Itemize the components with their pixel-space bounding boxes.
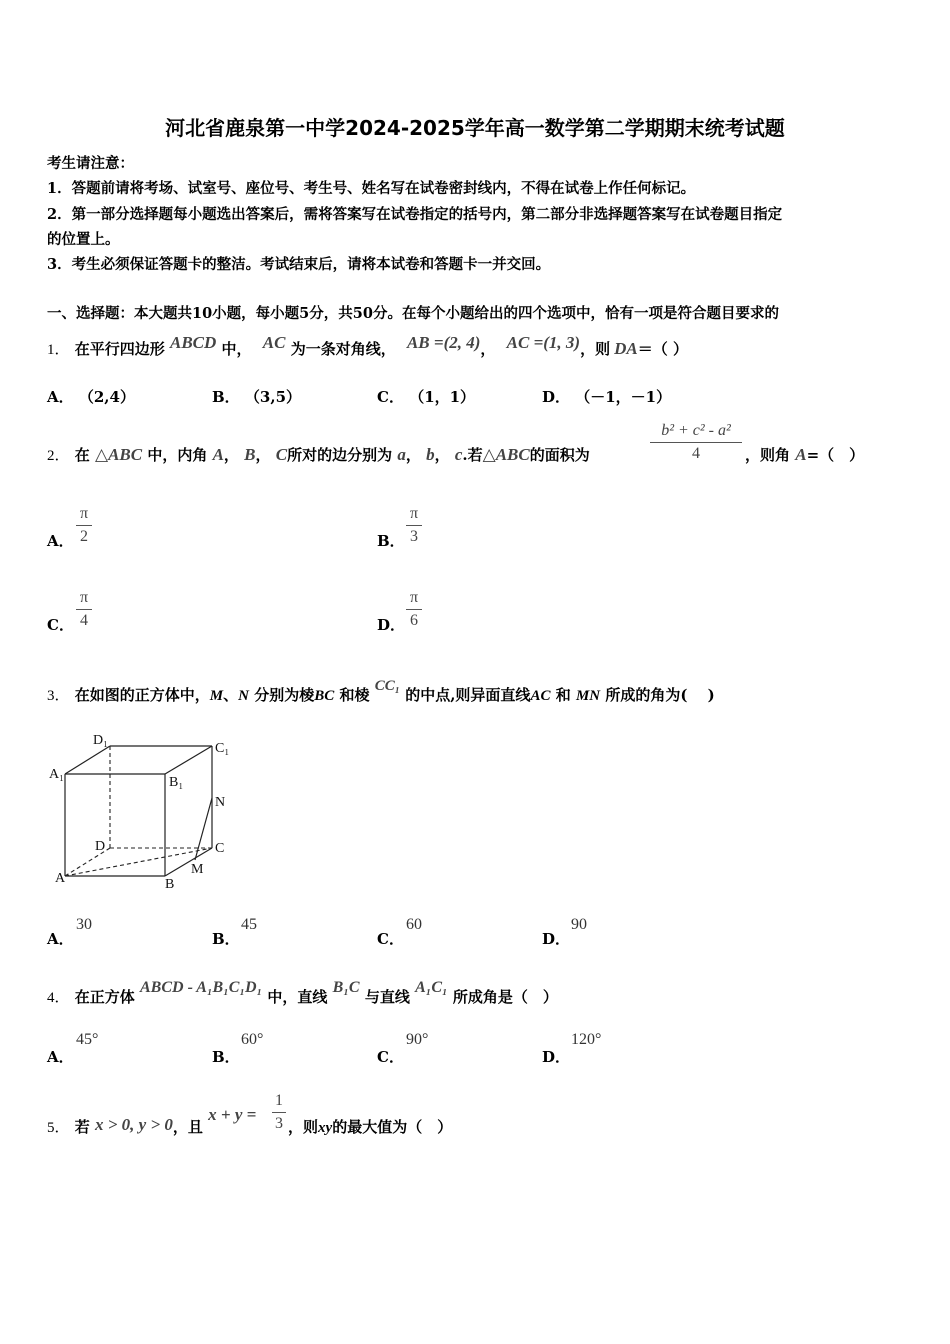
text: ， xyxy=(480,340,496,358)
text: 中，内角 xyxy=(147,446,208,464)
label-a1: A₁ xyxy=(49,767,64,782)
question-2: 2． 在 △ABC 中，内角 A， B， C所对的边分别为 a， b， c.若△ABC的面积为 xyxy=(47,445,590,464)
math-vector-ac: AC =(1, 3) xyxy=(506,333,581,352)
page-title: 河北省鹿泉第一中学2024-2025学年高一数学第二学期期末统考试题 xyxy=(165,116,785,140)
fraction-denominator: 4 xyxy=(692,445,700,462)
label-b1: B₁ xyxy=(169,775,184,790)
label-c: C xyxy=(215,841,225,856)
q2-option-d-value: π 6 xyxy=(406,589,422,630)
q2-option-c[interactable]: C． xyxy=(47,616,74,634)
q3-option-d[interactable]: D． xyxy=(542,930,571,948)
q4-option-d[interactable]: D． xyxy=(542,1048,571,1066)
q2-area-fraction xyxy=(650,422,742,463)
text: 为一条对角线， xyxy=(290,340,396,358)
q3-option-c-value: 60 xyxy=(406,916,422,933)
q4-option-b-value: 60° xyxy=(241,1031,264,1048)
math-triangle: △ABC xyxy=(95,445,143,464)
q2-option-b-value: π 3 xyxy=(406,505,422,546)
q1-option-c[interactable]: C． （1，1） xyxy=(377,388,476,406)
math-abcd: ABCD xyxy=(170,333,217,352)
q2-option-a-value: π 2 xyxy=(76,505,92,546)
math-side-b: b xyxy=(426,445,435,464)
notice-header: 考生请注意： xyxy=(47,155,134,172)
text: ＝（ ） xyxy=(637,340,688,358)
label-c1: C₁ xyxy=(215,741,230,756)
q1-option-b[interactable]: B． （3,5） xyxy=(212,388,302,406)
math-side-a: a xyxy=(397,445,406,464)
question-5-tail: ，则xy的最大值为（ ） xyxy=(288,1118,453,1136)
math-a1c1: A₁C₁ xyxy=(415,979,448,996)
label-n: N xyxy=(215,795,226,810)
text: ，则 xyxy=(580,340,611,358)
q3-option-d-value: 90 xyxy=(571,916,587,933)
text: 在 xyxy=(74,446,90,464)
question-number: 3． xyxy=(47,688,70,704)
math-da: DA xyxy=(614,339,638,358)
question-3: 3． 在如图的正方体中，M、N 分别为棱BC 和棱 CC₁ 的中点,则异面直线AC 和 MN 所成的角为( ) xyxy=(47,678,715,704)
q3-option-b[interactable]: B． xyxy=(212,930,240,948)
text: 所对的边分别为 xyxy=(287,446,393,464)
label-b: B xyxy=(165,877,175,892)
math-condition: x > 0, y > 0 xyxy=(95,1115,173,1134)
q4-option-a-value: 45° xyxy=(76,1031,99,1048)
q3-option-a[interactable]: A． xyxy=(47,930,74,948)
q3-option-b-value: 45 xyxy=(241,916,257,933)
q4-option-b[interactable]: B． xyxy=(212,1048,240,1066)
q2-option-a[interactable]: A． xyxy=(47,532,74,550)
q3-option-c[interactable]: C． xyxy=(377,930,404,948)
q2-option-c-value: π 4 xyxy=(76,589,92,630)
cube-figure xyxy=(45,728,245,898)
question-2-tail: ，则角 A=（ ） xyxy=(745,445,865,464)
math-b: B xyxy=(244,445,256,464)
label-a: A xyxy=(55,871,66,886)
math-cube-name: ABCD - A₁B₁C₁D₁ xyxy=(140,979,263,996)
question-number: 4． xyxy=(47,990,70,1006)
q5-fraction: 1 3 xyxy=(272,1092,286,1133)
math-a: A xyxy=(795,445,807,464)
question-5: 5． 若 x > 0, y > 0，且 x + y = xyxy=(47,1105,257,1136)
q4-option-a[interactable]: A． xyxy=(47,1048,74,1066)
q4-option-d-value: 120° xyxy=(571,1031,602,1048)
math-ac: AC xyxy=(262,333,286,352)
question-number: 2． xyxy=(47,448,70,464)
fraction-numerator: b² + c² - a² xyxy=(661,422,731,439)
q4-option-c-value: 90° xyxy=(406,1031,429,1048)
q1-option-d[interactable]: D． （－1，－1） xyxy=(542,388,672,406)
section-heading: 一、选择题：本大题共10小题，每小题5分，共50分。在每个小题给出的四个选项中，恰有一项是符合题目要求的 xyxy=(47,305,779,322)
question-1 xyxy=(47,333,688,359)
notice-item-2-cont: 的位置上。 xyxy=(47,231,120,248)
label-d: D xyxy=(95,839,106,854)
q3-option-a-value: 30 xyxy=(76,916,92,933)
text: 的面积为 xyxy=(529,446,590,464)
text: 在平行四边形 xyxy=(74,340,165,358)
question-number: 5． xyxy=(47,1120,70,1136)
notice-item-3: 3．考生必须保证答题卡的整洁。考试结束后，请将本试卷和答题卡一并交回。 xyxy=(47,256,551,273)
math-c: C xyxy=(275,445,288,464)
label-d1: D₁ xyxy=(93,733,108,748)
label-m: M xyxy=(191,862,204,877)
math-side-c: c xyxy=(454,445,463,464)
math-sum: x + y = xyxy=(208,1105,257,1124)
math-cc1: CC₁ xyxy=(374,678,400,694)
q2-option-d[interactable]: D． xyxy=(377,616,406,634)
math-triangle: △ABC xyxy=(482,445,530,464)
question-4: 4． 在正方体 ABCD - A₁B₁C₁D₁ 中，直线 B₁C 与直线 A₁C₁ 所成角是（ ） xyxy=(47,979,558,1006)
notice-item-2: 2．第一部分选择题每小题选出答案后，需将答案写在试卷指定的括号内，第二部分非选择题答案写在试卷题目指定 xyxy=(47,206,783,223)
q2-option-b[interactable]: B． xyxy=(377,532,405,550)
math-a: A xyxy=(212,445,224,464)
math-vector-ab: AB =(2, 4) xyxy=(406,333,481,352)
text: 中， xyxy=(221,340,252,358)
notice-item-1: 1．答题前请将考场、试室号、座位号、考生号、姓名写在试卷密封线内，不得在试卷上作任何标记。 xyxy=(47,180,696,197)
q4-option-c[interactable]: C． xyxy=(377,1048,404,1066)
math-b1c: B₁C xyxy=(332,979,360,996)
q1-option-a[interactable]: A． （2,4） xyxy=(47,388,135,406)
question-number: 1． xyxy=(47,342,70,358)
